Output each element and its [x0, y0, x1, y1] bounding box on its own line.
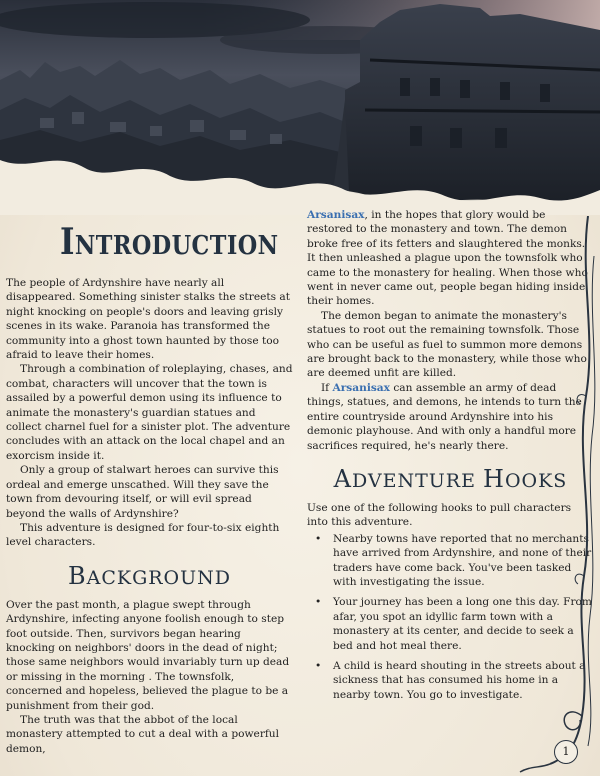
- title-initial: I: [60, 221, 75, 263]
- intro-paragraph-4: This adventure is designed for four-to-six eighth level characters.: [6, 521, 280, 549]
- hook-item-2-text: Your journey has been a long one this day. From afar, you spot an idyllic farm town with a monastery at its center, and decide to seek a bed and hot meal there.: [333, 596, 592, 652]
- background-paragraph-3: The demon began to animate the monastery's statues to root out the remaining townsfolk. Those who can be useful as fuel to summon more demons are brought back to the monastery, while those who are deemed unfit are killed.: [307, 309, 587, 380]
- hooks-heading-rest-2: OOKS: [504, 469, 568, 492]
- background-heading-initial: B: [67, 561, 87, 590]
- hook-item-3-text: A child is heard shouting in the streets about a sickness that has consumed his home in a nearby town. You go to investigate.: [333, 659, 586, 701]
- background-paragraph-2-end: , in the hopes that glory would be restored to the monastery and town. The demon broke free of its fetters and slaughtered the monks. It then unleashed a plague upon the townsfolk who came to the monastery for healing. When those who went in never came out, people began hiding inside their homes.: [307, 209, 588, 308]
- background-paragraph-2: The truth was that the abbot of the local monastery attempted to cut a deal with a powerful demon,: [6, 713, 280, 755]
- intro-paragraph-3: Only a group of stalwart heroes can survive this ordeal and emerge unscathed. Will they save the town from devouring itself, or will evil spread beyond the walls of Ardynshire?: [6, 464, 279, 520]
- background-heading-rest: ACKGROUND: [86, 566, 232, 589]
- background-heading: [6, 562, 293, 592]
- bullet-icon: •: [315, 659, 322, 672]
- background-paragraph-4-end: can assemble an army of dead things, statues, and demons, he intends to turn the entire countryside around Ardynshire into his demonic playhouse. And with only a handful more sacrifices required, he's nearly there.: [307, 381, 582, 452]
- intro-paragraph-2: Through a combination of roleplaying, chases, and combat, characters will uncover that the town is assailed by a powerful demon using its influence to animate the monastery's guardian statues and collect charnel fuel for a sinister plot. The adventure concludes with an attack on the local chapel and an exorcism inside it.: [6, 363, 293, 462]
- corner-ornament-icon: [510, 216, 600, 776]
- bullet-icon: •: [315, 596, 322, 609]
- page-number: 1: [554, 740, 578, 764]
- left-column: [6, 208, 293, 756]
- hook-item-1-text: Nearby towns have reported that no merchants have arrived from Ardynshire, and none of their traders have come back. You've been tasked with investigating the issue.: [333, 532, 592, 588]
- page-title: [60, 220, 279, 268]
- title-rest: NTRODUCTION: [74, 231, 279, 261]
- bullet-icon: •: [315, 532, 322, 545]
- header-illustration: [0, 0, 600, 215]
- background-paragraph-1: Over the past month, a plague swept through Ardynshire, infecting anyone foolish enough to step foot outside. Then, survivors began hearing knocking on neighbors' doors in the dead of night; those same neighbors would invariably turn up dead or missing in the morning . The townsfolk, concerned and hopeless, believed the plague to be a punishment from their god.: [6, 598, 290, 712]
- demon-name-2: Arsanisax: [332, 381, 390, 394]
- intro-paragraph-1: The people of Ardynshire have nearly all disappeared. Something sinister stalks the streets at night knocking on people's doors and leaving grisly scenes in its wake. Paranoia has transformed the community into a ghost town haunted by those too afraid to leave their homes.: [6, 277, 291, 362]
- demon-name: Arsanisax: [307, 209, 365, 221]
- background-paragraph-4-start: If: [321, 381, 330, 394]
- hooks-heading-rest-1: DVENTURE: [352, 469, 484, 492]
- hooks-intro: Use one of the following hooks to pull characters into this adventure.: [307, 501, 572, 529]
- hooks-heading-initial: A: [333, 464, 352, 493]
- hooks-heading-initial-2: H: [483, 464, 505, 493]
